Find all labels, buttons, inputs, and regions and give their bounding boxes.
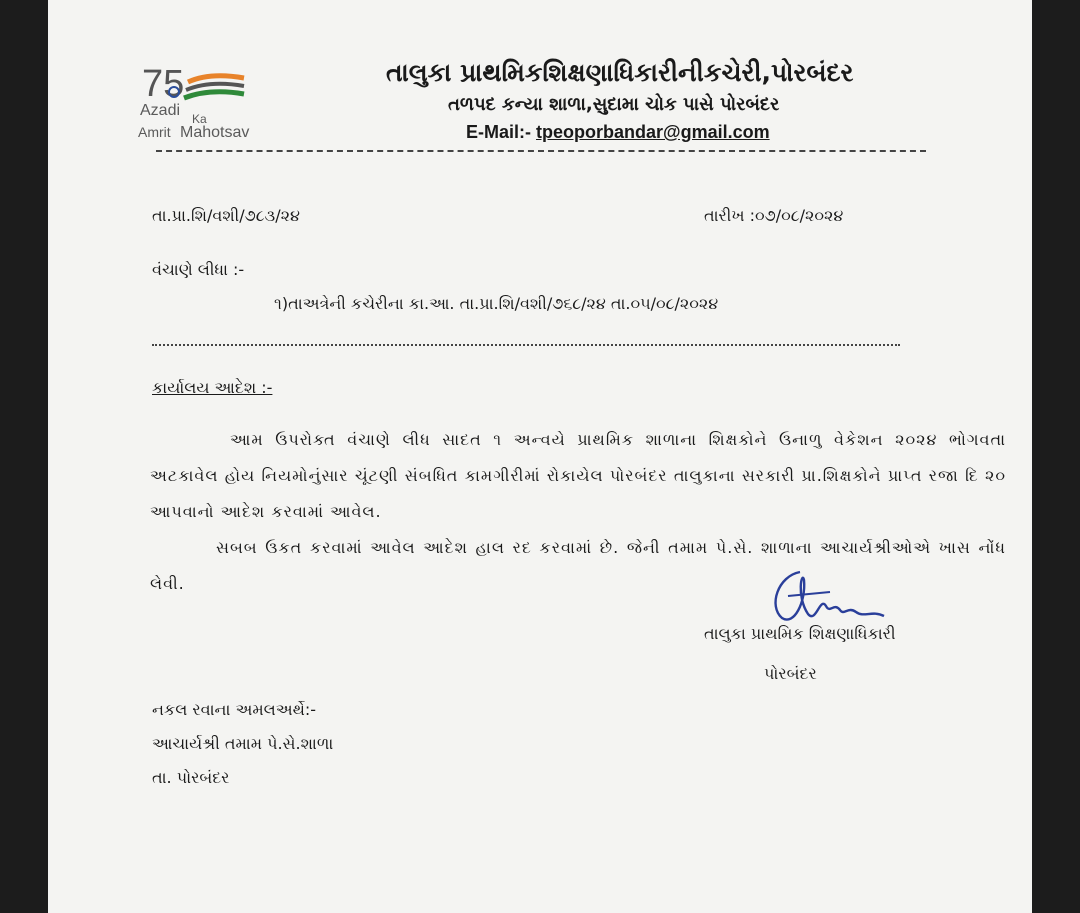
read-item: ૧)તાઅત્રેની કચેરીના કા.આ. તા.પ્રા.શિ/વશી/૭૬૮/૨૪ તા.૦૫/૦૮/૨૦૨૪ [274,294,719,313]
signatory-place: પોરબંદર [764,664,817,683]
dotted-divider [152,344,900,346]
logo-number: 75 [142,63,185,105]
logo-75-mark [140,62,250,106]
office-title: તાલુકા પ્રાથમિકશિક્ષણાધિકારીનીકચેરી,પોરબંદર [386,58,854,87]
logo-mahotsav: Mahotsav [180,124,250,141]
email-address: tpeoporbandar@gmail.com [536,122,770,142]
logo-azadi: Azadi [140,102,181,119]
copy-recipient: આચાર્યશ્રી તમામ પે.સે.શાળા [152,734,334,753]
header-divider [156,150,926,152]
office-address: તળપદ કન્યા શાળા,સુદામા ચોક પાસે પોરબંદર [448,94,780,115]
read-label: વંચાણે લીધા :- [152,260,245,279]
copy-label: નકલ રવાના અમલઅર્થે:- [152,700,317,719]
reference-number: તા.પ્રા.શિ/વશી/૭૮૩/૨૪ [152,206,300,225]
letter-page [48,0,1032,913]
copy-location: તા. પોરબંદર [152,768,230,787]
signatory-title: તાલુકા પ્રાથમિક શિક્ષણાધિકારી [704,624,896,643]
order-title: કાર્યાલય આદેશ :- [152,378,273,397]
order-paragraph-2: સબબ ઉકત કરવામાં આવેલ આદેશ હાલ રદ કરવામાં છે. જેની તમામ પે.સે. શાળાના આચાર્યશ્રીઓએ ખાસ નોંધ લેવી. [150,538,1006,593]
letter-date: તારીખ :૦૭/૦૮/૨૦૨૪ [704,206,844,225]
office-email-line [466,122,770,143]
order-paragraph-1: આમ ઉપરોક્ત વંચાણે લીધ સાદત ૧ અન્વયે પ્રાથમિક શાળાના શિક્ષકોને ઉનાળુ વેકેશન ૨૦૨૪ ભોગવતા અટકાવેલ હોય નિયમોનુંસાર ચૂંટણી સંબધિત કામગીરીમાં રોકાયેલ પોરબંદર તાલુકાના સરકારી પ્રા.શિક્ષકોને પ્રાપ્ત રજા દિ ૨૦ આપવાનો આદેશ કરવામાં આવેલ. [150,430,1006,521]
azadi-ka-amrit-mahotsav-logo [140,62,280,146]
logo-ka: Ka [192,112,207,126]
email-label: E-Mail:- [466,122,531,142]
logo-amrit: Amrit [138,124,171,140]
